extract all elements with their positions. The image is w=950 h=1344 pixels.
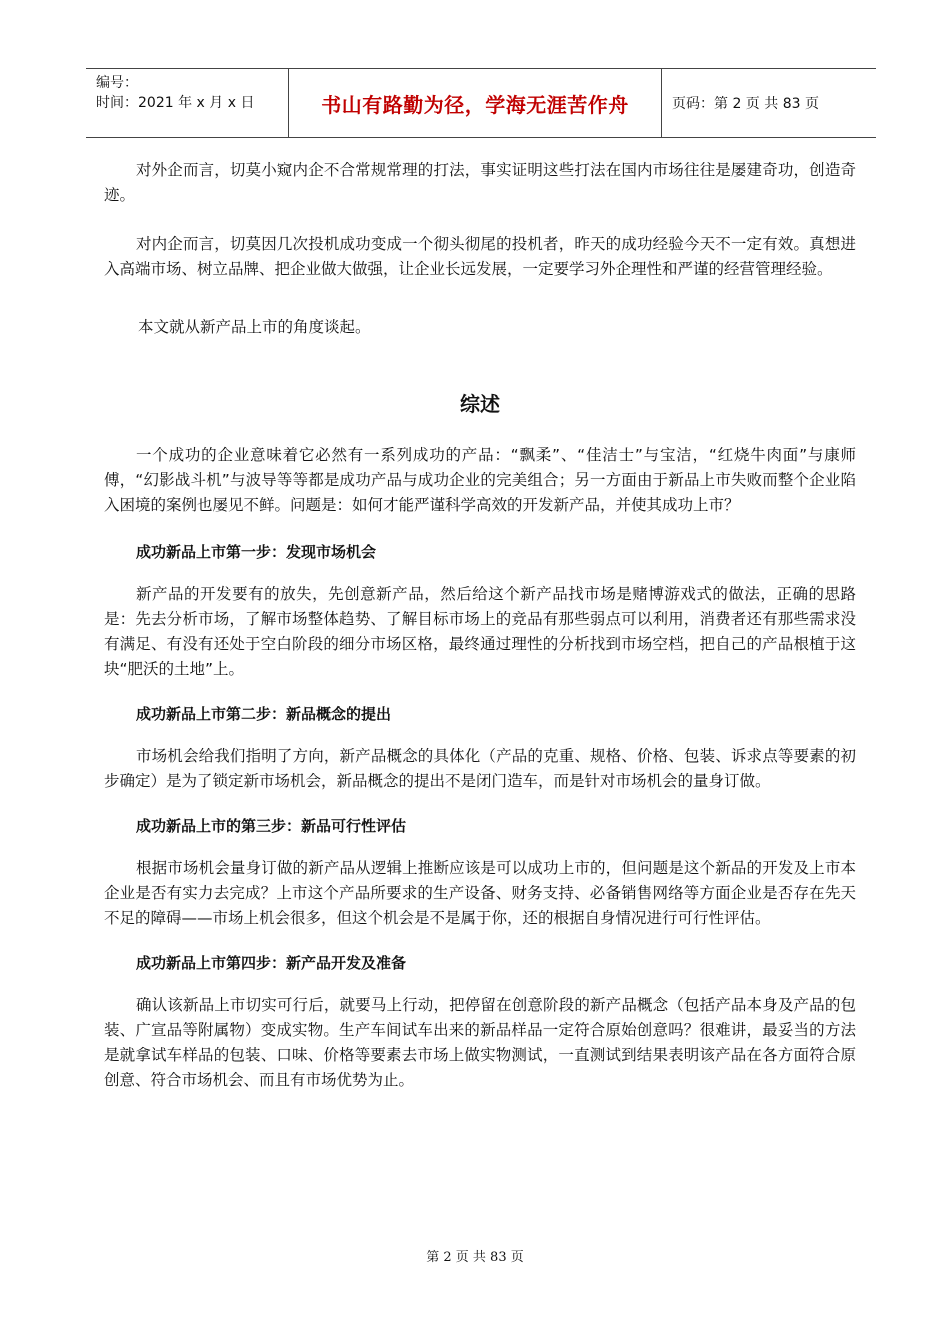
header-page-number: 页码：第 2 页 共 83 页: [672, 96, 819, 112]
paragraph-domestic-firms: 对内企而言，切莫因几次投机成功变成一个彻头彻尾的投机者，昨天的成功经验今天不一定有效。真想进入高端市场、树立品牌、把企业做大做强，让企业长远发展，一定要学习外企理性和严谨的经营管理经验。: [104, 235, 856, 278]
page-footer: 第 2 页 共 83 页: [426, 1250, 524, 1265]
step3-heading: 成功新品上市的第三步：新品可行性评估: [136, 817, 407, 835]
step1-heading: 成功新品上市第一步：发现市场机会: [136, 543, 377, 561]
step1-paragraph: 新产品的开发要有的放失，先创意新产品，然后给这个新产品找市场是赌博游戏式的做法，正确的思路是：先去分析市场，了解市场整体趋势、了解目标市场上的竞品有那些弱点可以利用，消费者还有那些需求没有满足、有没有还处于空白阶段的细分市场区格，最终通过理性的分析找到市场空档，把自己的产品根植于这块“肥沃的土地”上。: [104, 585, 856, 678]
header-meta: [86, 69, 288, 137]
paragraph-intro: 本文就从新产品上市的角度谈起。: [138, 318, 371, 336]
step2-heading: 成功新品上市第二步：新品概念的提出: [136, 705, 392, 723]
paragraph-overview: 一个成功的企业意味着它必然有一系列成功的产品：“飘柔”、“佳洁士”与宝洁，“红烧牛肉面”与康师傅，“幻影战斗机”与波导等等都是成功产品与成功企业的完美组合；另一方面由于新品上市失败而整个企业陷入困境的案例也屡见不鲜。问题是：如何才能严谨科学高效的开发新产品，并使其成功上市？: [104, 446, 856, 514]
doc-date-label: 时间：2021 年 x 月 x 日: [96, 95, 255, 111]
step4-paragraph: 确认该新品上市切实可行后，就要马上行动，把停留在创意阶段的新产品概念（包括产品本身及产品的包装、广宣品等附属物）变成实物。生产车间试车出来的新品样品一定符合原始创意吗？很难讲，最妥当的方法是就拿试车样品的包装、口味、价格等要素去市场上做实物测试，一直测试到结果表明该产品在各方面符合原创意、符合市场机会、而且有市场优势为止。: [104, 996, 856, 1089]
header-motto: 书山有路勤为径，学海无涯苦作舟: [288, 69, 662, 137]
step2-paragraph: 市场机会给我们指明了方向，新产品概念的具体化（产品的克重、规格、价格、包装、诉求点等要素的初步确定）是为了锁定新市场机会，新品概念的提出不是闭门造车，而是针对市场机会的量身订做。: [104, 747, 856, 790]
doc-number-label: 编号：: [96, 75, 138, 91]
step4-heading: 成功新品上市第四步：新产品开发及准备: [136, 954, 407, 972]
page-header: [86, 68, 876, 138]
section-title: 综述: [460, 392, 500, 416]
document-body: [104, 158, 856, 1093]
paragraph-foreign-firms: 对外企而言，切莫小窥内企不合常规常理的打法，事实证明这些打法在国内市场往往是屡建奇功，创造奇迹。: [104, 161, 856, 204]
step3-paragraph: 根据市场机会量身订做的新产品从逻辑上推断应该是可以成功上市的，但问题是这个新品的开发及上市本企业是否有实力去完成？上市这个产品所要求的生产设备、财务支持、必备销售网络等方面企业是否存在先天不足的障碍——市场上机会很多，但这个机会是不是属于你，还的根据自身情况进行可行性评估。: [104, 859, 856, 927]
